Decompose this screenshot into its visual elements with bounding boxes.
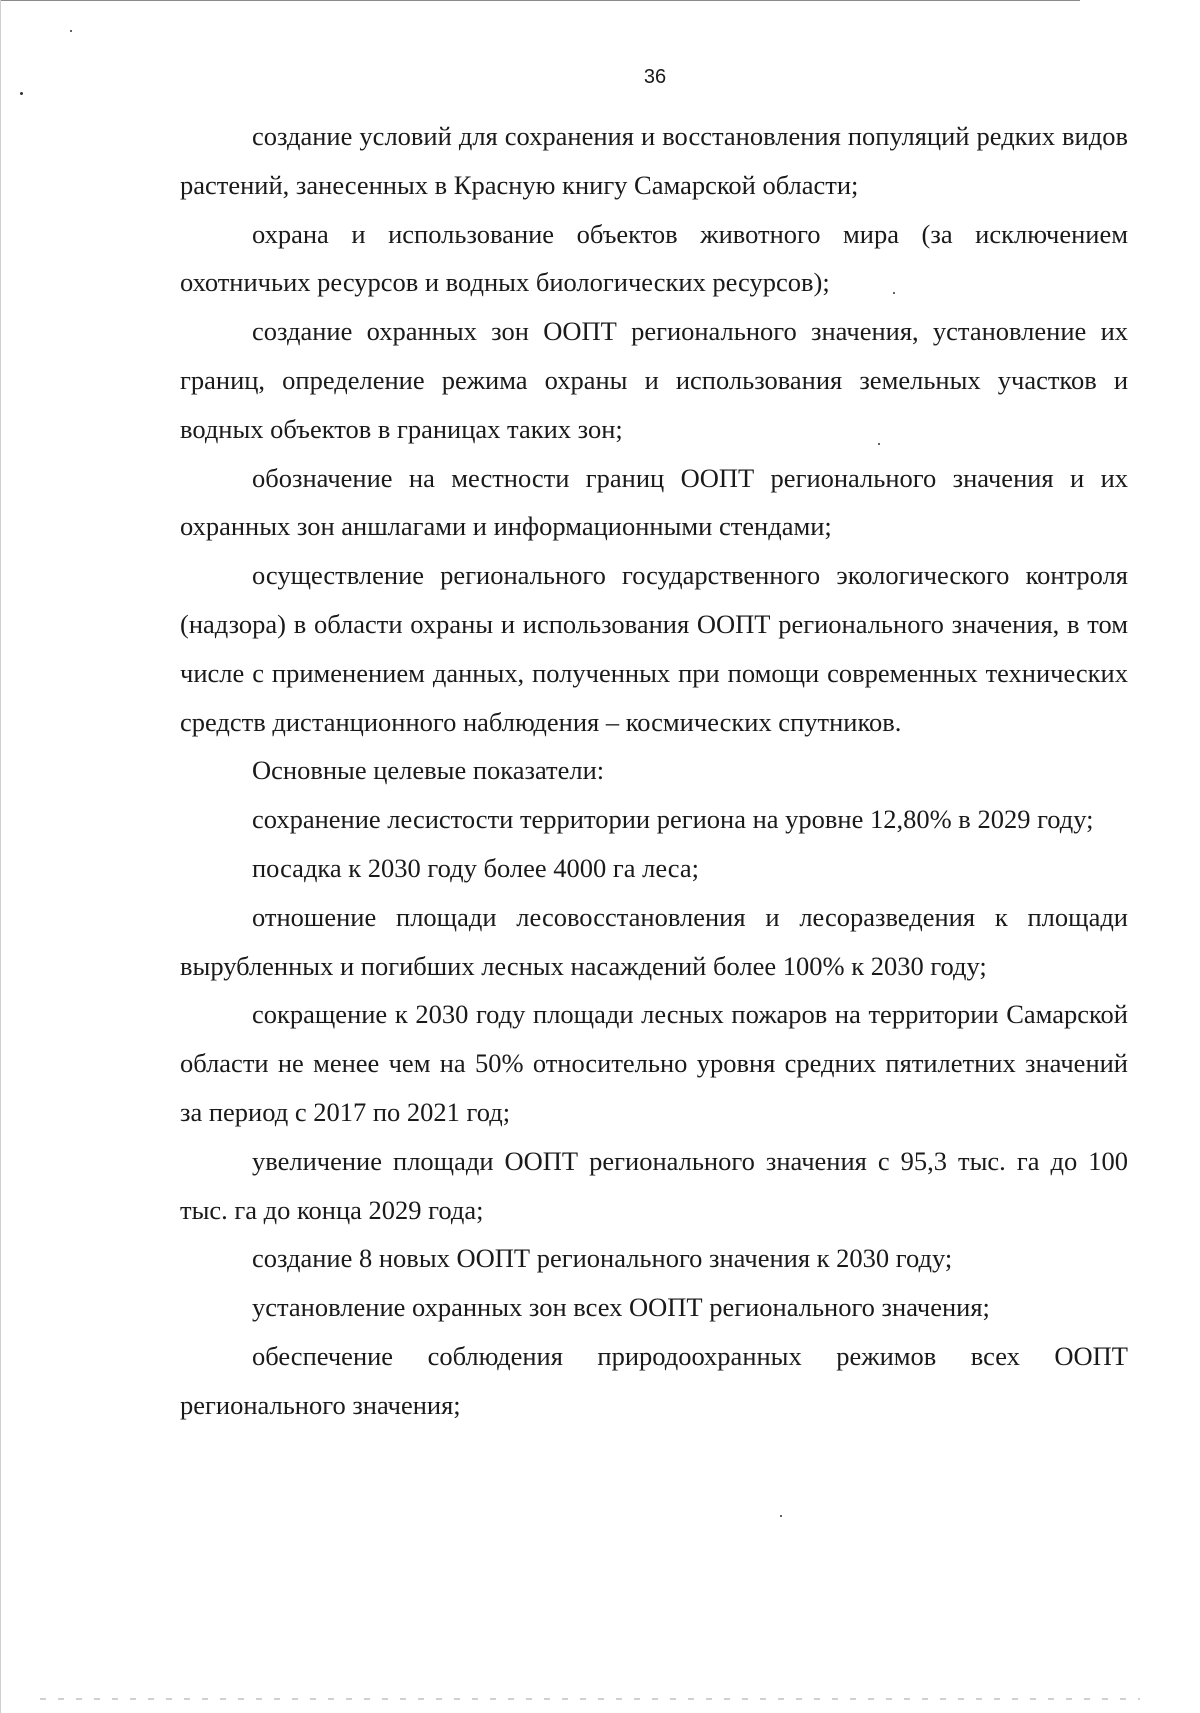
- paragraph: сокращение к 2030 году площади лесных пожаров на территории Самарской области не менее чем на 50% относительно уровня средних пятилетних значений за период с 2017 по 2021 год;: [180, 999, 1128, 1127]
- paragraph: создание охранных зон ООПТ регионального значения, установление их границ, определение режима охраны и использования земельных участков и водных объектов в границах таких зон;: [180, 316, 1128, 444]
- scan-speck: [20, 92, 23, 95]
- paragraph: установление охранных зон всех ООПТ регионального значения;: [252, 1292, 990, 1323]
- paragraph: обеспечение соблюдения природоохранных режимов всех ООПТ регионального значения;: [180, 1340, 1128, 1420]
- scan-edge-left: [0, 0, 1, 1713]
- scan-noise: [40, 1698, 1140, 1700]
- paragraph: создание 8 новых ООПТ регионального значения к 2030 году;: [252, 1243, 953, 1274]
- paragraph: создание условий для сохранения и восстановления популяций редких видов растений, занесенных в Красную книгу Самарской области;: [180, 121, 1128, 200]
- paragraph: отношение площади лесовосстановления и лесоразведения к площади вырубленных и погибших лесных насаждений более 100% к 2030 году;: [180, 901, 1128, 981]
- paragraph: осуществление регионального государственного экологического контроля (надзора) в области охраны и использования ООПТ регионального значения, в том числе с применением данных, полученных при помощи современных технических средств дистанционного наблюдения – космических спутников.: [180, 560, 1128, 737]
- scan-speck: [780, 1515, 782, 1517]
- paragraph: посадка к 2030 году более 4000 га леса;: [252, 852, 699, 883]
- scan-speck: [70, 30, 72, 32]
- paragraph: увеличение площади ООПТ регионального значения с 95,3 тыс. га до 100 тыс. га до конца 2029 года;: [180, 1145, 1128, 1225]
- page-number: 36: [643, 66, 667, 88]
- document-body: [180, 112, 1128, 1430]
- paragraph: охрана и использование объектов животного мира (за исключением охотничьих ресурсов и водных биологических ресурсов);: [180, 218, 1128, 298]
- scan-edge-top: [0, 0, 1080, 1]
- section-heading: Основные целевые показатели:: [252, 755, 605, 786]
- paragraph: сохранение лесистости территории региона на уровне 12,80% в 2029 году;: [252, 804, 1094, 835]
- paragraph: обозначение на местности границ ООПТ регионального значения и их охранных зон аншлагами и информационными стендами;: [180, 462, 1128, 542]
